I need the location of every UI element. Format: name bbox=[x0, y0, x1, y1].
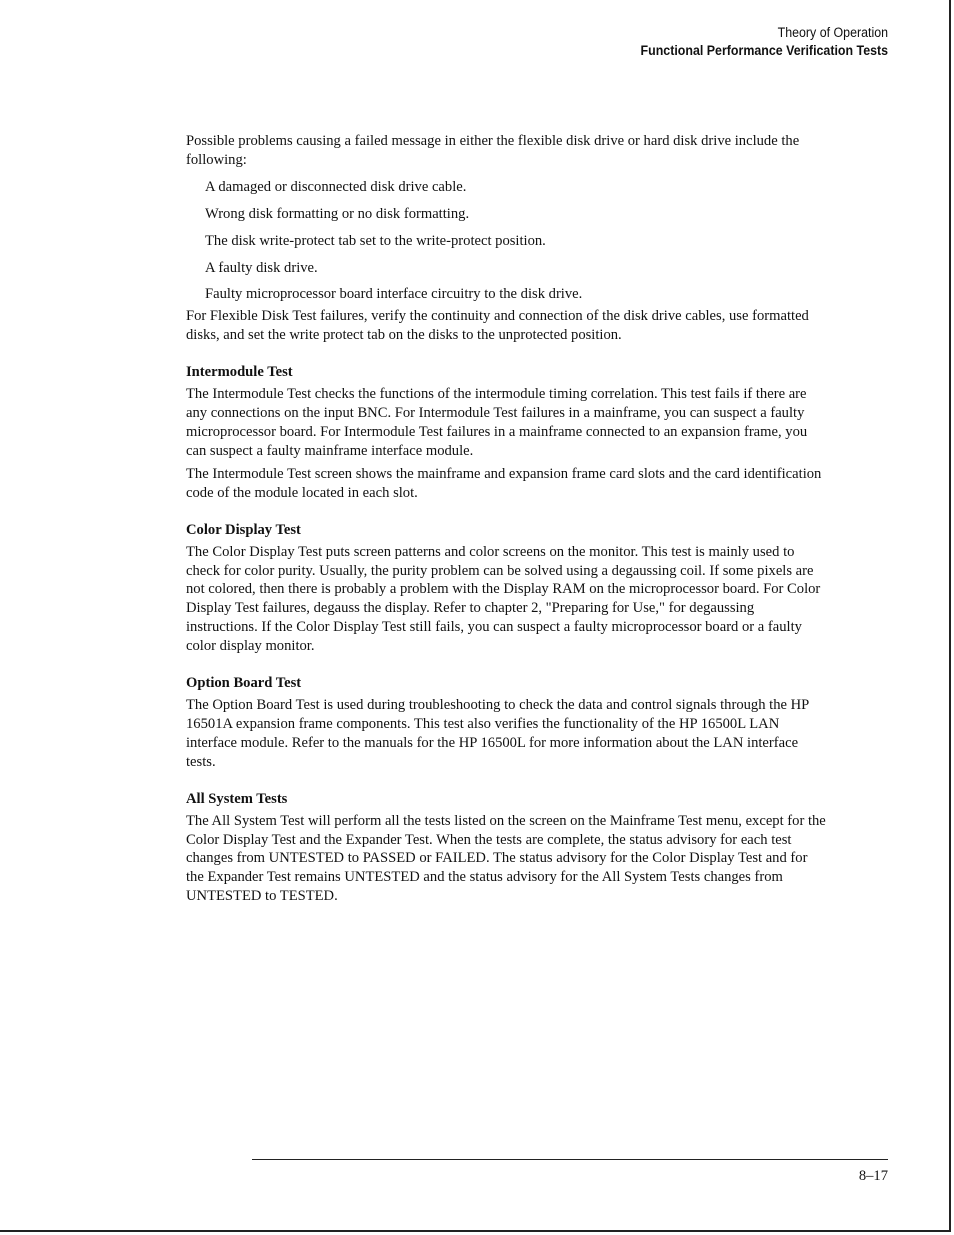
problem-list bbox=[186, 178, 826, 305]
body-paragraph: The Intermodule Test checks the functions of the intermodule timing correlation. This test fails if there are any connections on the input BNC. For Intermodule Test failures in a mainframe, you can suspect a faulty microprocessor board. For Intermodule Test failures in a mainframe connected to an expansion frame, you can suspect a faulty mainframe interface module. bbox=[186, 386, 808, 459]
intermodule-test-heading: Intermodule Test bbox=[186, 364, 293, 381]
chapter-title: Theory of Operation bbox=[777, 25, 888, 40]
color-display-test-heading: Color Display Test bbox=[186, 521, 301, 538]
option-board-test-body bbox=[186, 696, 826, 772]
running-header bbox=[640, 24, 888, 60]
list-item: Faulty microprocessor board interface circuitry to the disk drive. bbox=[205, 286, 583, 303]
intro-paragraph: Possible problems causing a failed message in either the flexible disk drive or hard disk drive include the following: bbox=[186, 133, 800, 168]
body-paragraph: The Intermodule Test screen shows the mainframe and expansion frame card slots and the card identification code of the module located in each slot. bbox=[186, 465, 822, 501]
all-system-tests-heading: All System Tests bbox=[186, 790, 288, 807]
list-item: Wrong disk formatting or no disk formatting. bbox=[205, 205, 470, 222]
body-paragraph: The All System Test will perform all the tests listed on the screen on the Mainframe Test menu, except for the Color Display Test and the Expander Test. When the tests are complete, the status advisory for each test changes from UNTESTED to PASSED or FAILED. The status advisory for the Color Display Test and for the Expander Test remains UNTESTED and the status advisory for the All System Tests changes from UNTESTED to TESTED. bbox=[186, 812, 826, 905]
flexible-disk-paragraph: For Flexible Disk Test failures, verify the continuity and connection of the disk drive cables, use formatted disks, and set the write protect tab on the disks to the unprotected position. bbox=[186, 308, 809, 344]
list-item: A damaged or disconnected disk drive cable. bbox=[205, 178, 467, 195]
intermodule-test-body bbox=[186, 385, 826, 502]
body-paragraph: The Option Board Test is used during troubleshooting to check the data and control signals through the HP 16501A expansion frame components. This test also verifies the functionality of the HP 16500L LAN interface module. Refer to the manuals for the HP 16500L for more information about the LAN interface tests. bbox=[186, 697, 809, 770]
all-system-tests-body bbox=[186, 812, 826, 907]
section-title: Functional Performance Verification Tests bbox=[640, 43, 888, 58]
list-item: A faulty disk drive. bbox=[205, 259, 318, 276]
main-content bbox=[186, 132, 826, 924]
color-display-test-body bbox=[186, 543, 826, 656]
option-board-test-heading: Option Board Test bbox=[186, 675, 302, 692]
body-paragraph: The Color Display Test puts screen patterns and color screens on the monitor. This test is mainly used to check for color purity. Usually, the purity problem can be solved using a degaussing coil. If some pixels are not colored, then there is probably a problem with the Display RAM on the microprocessor board. For Color Display Test failures, degauss the display. Refer to chapter 2, "Preparing for Use," for degaussing instructions. If the Color Display Test still fails, you can suspect a faulty microprocessor board or a faulty color display monitor. bbox=[186, 543, 821, 655]
list-item: The disk write-protect tab set to the write-protect position. bbox=[205, 232, 546, 249]
page-number: 8–17 bbox=[858, 1168, 888, 1184]
footer-rule bbox=[252, 1159, 888, 1160]
